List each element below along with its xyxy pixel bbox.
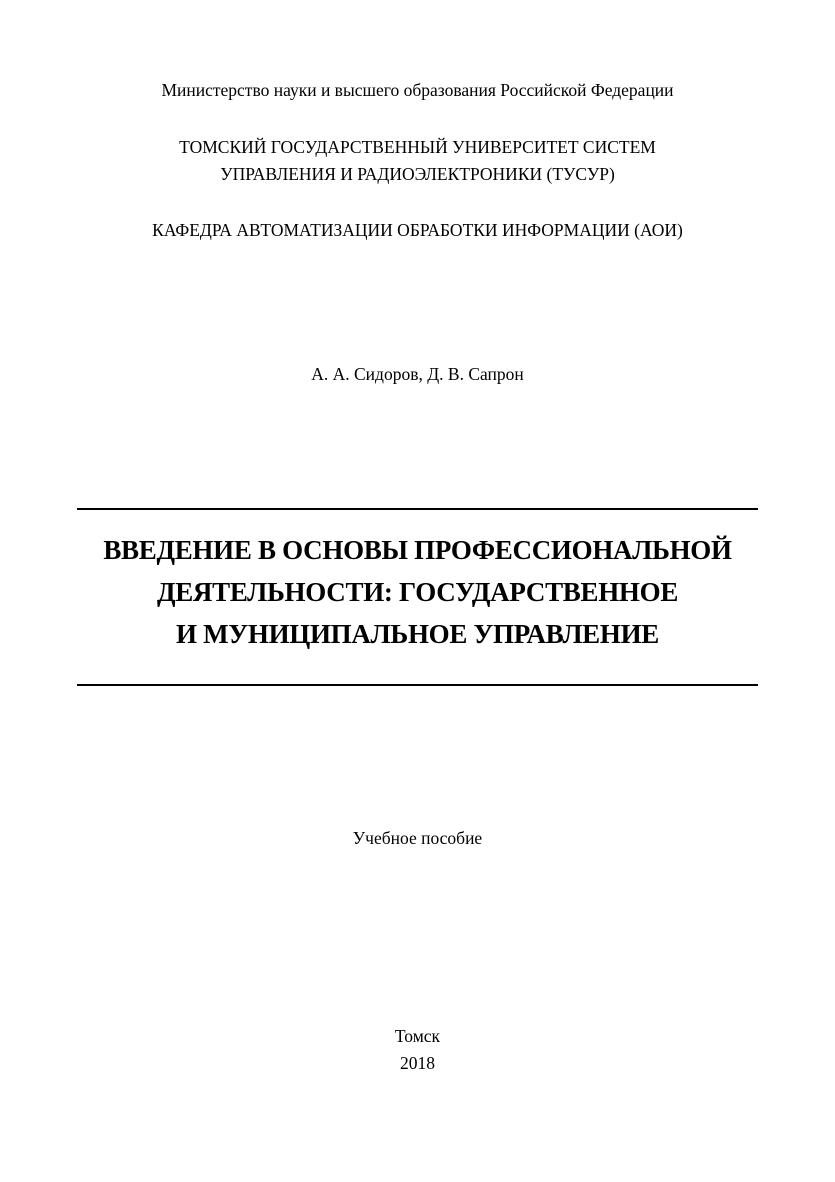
book-title-line-2: ДЕЯТЕЛЬНОСТИ: ГОСУДАРСТВЕННОЕ <box>156 577 679 607</box>
publication-city: Томск <box>394 1026 441 1046</box>
title-top-rule <box>77 508 758 510</box>
ministry-name: Министерство науки и высшего образования Российской Федерации <box>161 80 674 100</box>
university-name-line-2: УПРАВЛЕНИЯ И РАДИОЭЛЕКТРОНИКИ (ТУСУР) <box>220 164 615 184</box>
department-name: КАФЕДРА АВТОМАТИЗАЦИИ ОБРАБОТКИ ИНФОРМАЦИИ (АОИ) <box>152 220 683 240</box>
document-type: Учебное пособие <box>352 828 483 848</box>
title-bottom-rule <box>77 684 758 686</box>
university-name-line-1: ТОМСКИЙ ГОСУДАРСТВЕННЫЙ УНИВЕРСИТЕТ СИСТЕМ <box>179 137 656 157</box>
publication-year: 2018 <box>400 1053 435 1073</box>
authors: А. А. Сидоров, Д. В. Сапрон <box>311 364 524 384</box>
book-title-line-1: ВВЕДЕНИЕ В ОСНОВЫ ПРОФЕССИОНАЛЬНОЙ <box>103 535 732 565</box>
book-title-line-3: И МУНИЦИПАЛЬНОЕ УПРАВЛЕНИЕ <box>176 619 659 649</box>
